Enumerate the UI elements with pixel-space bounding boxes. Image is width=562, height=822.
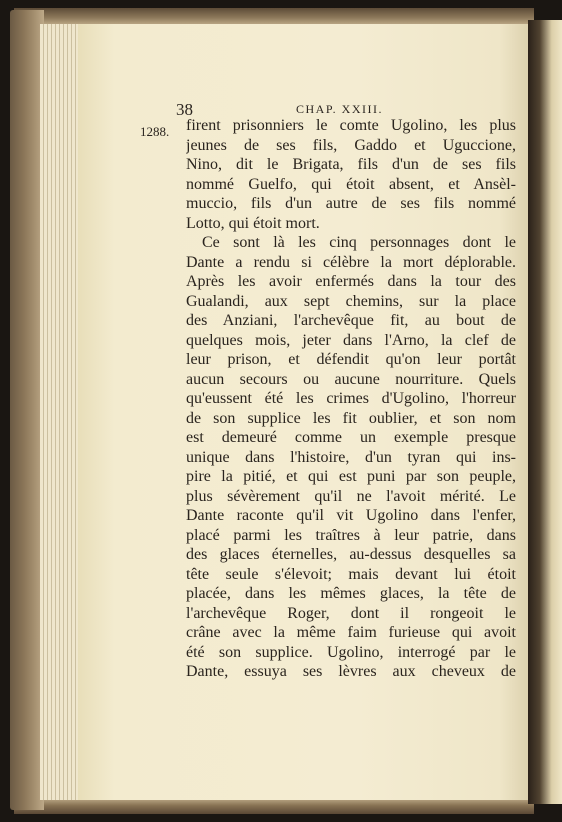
text-line: plus sévèrement qu'il ne l'avoit mérité. Le: [186, 487, 516, 505]
text-line: des glaces éternelles, au-dessus desquelles sa: [186, 546, 516, 563]
text-line: muccio, fils d'un autre de ses fils nommé: [186, 195, 516, 212]
text-line: crâne avec la même faim furieuse qui avoit: [186, 624, 516, 641]
text-line: été son supplice. Ugolino, interrogé par le: [186, 643, 516, 661]
text-line: de son supplice les fit oublier, et son nom: [186, 409, 516, 427]
text-line: placé parmi les traîtres à leur patrie, dans: [186, 526, 516, 544]
text-line: Dante raconte qu'il vit Ugolino dans l'enfer,: [186, 507, 516, 524]
text-line: Ce sont là les cinq personnages dont le: [202, 234, 516, 251]
text-line: qu'eussent été les crimes d'Ugolino, l'horreur: [186, 390, 516, 407]
page-edges: [40, 24, 82, 800]
text-line: Dante, essuya ses lèvres aux cheveux de: [186, 663, 516, 680]
text-line: nommé Guelfo, qui étoit absent, et Ansèl-: [186, 175, 516, 193]
body-text: [186, 116, 516, 682]
text-line: Dante a rendu si célèbre la mort déplorable.: [186, 253, 516, 271]
text-line: placée, dans les mêmes glaces, la tête de: [186, 585, 516, 602]
text-line: aucun secours ou aucune nourriture. Quels: [186, 370, 516, 388]
text-line: leur prison, et défendit qu'on leur portât: [186, 351, 516, 368]
text-line: Lotto, qui étoit mort.: [186, 214, 320, 232]
facing-page-edge: [528, 20, 562, 804]
book-cover-bottom: [14, 800, 534, 814]
text-line: tête seule s'élevoit; mais devant lui étoit: [186, 565, 516, 583]
text-line: firent prisonniers le comte Ugolino, les plus: [186, 117, 516, 134]
text-line: pire la pitié, et qui est puni par son peuple,: [186, 468, 516, 485]
text-line: quelques mois, jeter dans l'Arno, la clef de: [186, 331, 516, 349]
text-line: Nino, dit le Brigata, fils d'un de ses fils: [186, 156, 516, 173]
margin-year: 1288.: [140, 124, 170, 139]
text-line: jeunes de ses fils, Gaddo et Uguccione,: [186, 136, 516, 154]
text-line: est demeuré comme un exemple presque: [186, 429, 516, 446]
text-line: unique dans l'histoire, d'un tyran qui ins-: [186, 448, 516, 466]
text-line: Gualandi, aux sept chemins, sur la place: [186, 292, 516, 310]
book-cover-left: [10, 10, 44, 810]
chapter-heading: CHAP. XXIII.: [296, 102, 383, 116]
text-line: Après les avoir enfermés dans la tour des: [186, 273, 516, 290]
text-line: des Anziani, l'archevêque fit, au bout de: [186, 312, 516, 329]
page-number: 38: [176, 100, 193, 119]
text-line: l'archevêque Roger, dont il rongeoit le: [186, 604, 516, 622]
book-cover-top: [14, 8, 534, 24]
